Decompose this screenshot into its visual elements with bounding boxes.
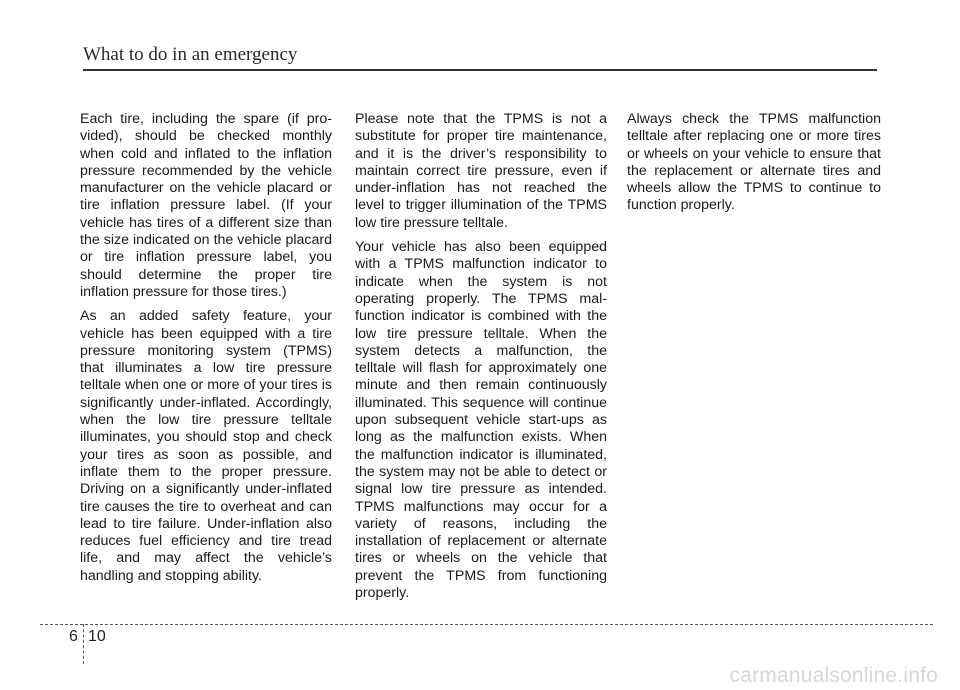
text-column-3	[627, 111, 881, 222]
paragraph: As an added safety feature, your vehicle has been equipped with a tire pressure monitoring system (TPMS) that illuminates a low tire pressure telltale when one or more of your tires is significantly under-inflated. Accordingly, when the low tire pressure telltale illuminates, you should stop and check your tires as soon as possible, and inflate them to the proper pressure. Driving on a significantly under-inflated tire causes the tire to overheat and can lead to tire failure. Under-inflation also reduces fuel efficiency and tire tread life, and may affect the vehicle’s handling and stopping ability.	[80, 308, 332, 584]
page-number-divider	[83, 624, 84, 664]
text-column-2	[355, 111, 607, 609]
paragraph: Each tire, including the spare (if provided), should be checked monthly when cold and inflated to the inflation pressure recommended by the vehicle manufacturer on the vehicle placard or tire inflation pressure label. (If your vehicle has tires of a different size than the size indicated on the vehicle placard or tire inflation pressure label, you should determine the proper tire inflation pressure for those tires.)	[80, 111, 332, 300]
header-rule	[83, 69, 877, 71]
section-number: 6	[69, 628, 78, 645]
watermark: carmanualsonline.info	[729, 664, 938, 687]
page-header-title: What to do in an emergency	[83, 44, 298, 65]
paragraph: Your vehicle has also been equipped with a TPMS malfunction indicator to indicate when the system is not operating properly. The TPMS malfunction indicator is combined with the low tire pressure telltale. When the system detects a malfunction, the telltale will flash for approximately one minute and then remain continuously illuminated. This sequence will continue upon subsequent vehicle start-ups as long as the malfunction exists. When the malfunction indicator is illuminated, the system may not be able to detect or signal low tire pressure as intended. TPMS malfunctions may occur for a variety of reasons, including the installation of replacement or alternate tires or wheels on the vehicle that prevent the TPMS from functioning properly.	[355, 239, 607, 602]
paragraph: Always check the TPMS malfunction telltale after replacing one or more tires or wheels on your vehicle to ensure that the replacement or alternate tires and wheels allow the TPMS to continue to function properly.	[627, 111, 881, 214]
paragraph: Please note that the TPMS is not a substitute for proper tire maintenance, and it is the driver’s responsibility to maintain correct tire pressure, even if under-inflation has not reached the level to trigger illumination of the TPMS low tire pressure telltale.	[355, 111, 607, 231]
page-number: 10	[88, 628, 106, 645]
text-column-1	[80, 111, 332, 592]
footer-dashed-rule	[40, 624, 933, 625]
